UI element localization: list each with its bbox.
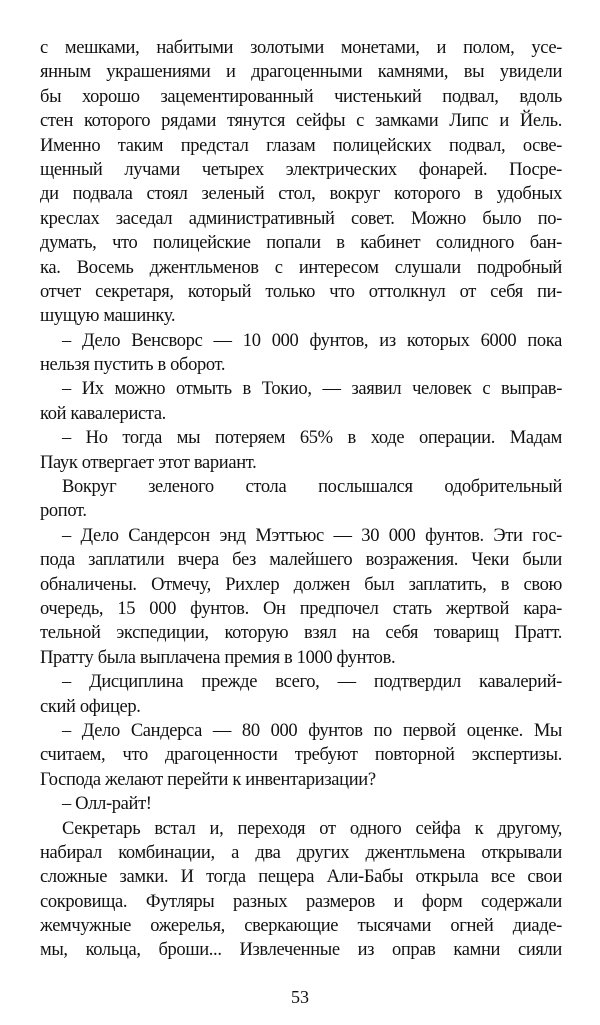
text-line: – Дело Сандерса — 80 000 фунтов по первой оценке. Мы (62, 720, 562, 741)
text-line: – Их можно отмыть в Токио, — заявил человек с выправ- (62, 379, 562, 400)
text-line: Именно таким предстал глазам полицейских подвал, осве- (40, 135, 562, 156)
text-line: нельзя пустить в оборот. (40, 355, 226, 376)
text-line: щенный лучами четырех электрических фонарей. Посре- (40, 159, 562, 180)
text-line: с мешками, набитыми золотыми монетами, и полом, усе- (40, 38, 562, 58)
text-line: кой кавалериста. (40, 403, 166, 424)
text-line: мы, кольца, броши... Извлеченные из оправ камни сияли (40, 940, 562, 961)
text-line: жемчужные ожерелья, сверкающие тысячами огней диаде- (40, 916, 562, 937)
text-line: тельной экспедиции, которую взял на себя товарищ Пратт. (40, 623, 562, 644)
text-line: Паук отвергает этот вариант. (40, 452, 257, 473)
page-number: 53 (291, 987, 309, 1007)
page-body-text (40, 36, 562, 963)
text-line: ка. Восемь джентльменов с интересом слушали подробный (40, 257, 562, 278)
text-line: – Дело Венсворс — 10 000 фунтов, из которых 6000 пока (62, 330, 562, 351)
text-line: очередь, 15 000 фунтов. Он предпочел стать жертвой кара- (40, 598, 562, 619)
text-line: – Дело Сандерсон энд Мэттьюс — 30 000 фунтов. Эти гос- (62, 525, 562, 546)
text-line: думать, что полицейские попали в кабинет солидного бан- (40, 233, 562, 254)
text-line: обналичены. Отмечу, Рихлер должен был заплатить, в свою (40, 574, 562, 595)
text-line: ский офицер. (40, 696, 141, 717)
text-line: Пратту была выплачена премия в 1000 фунтов. (40, 647, 396, 668)
text-line: – Олл-райт! (62, 794, 152, 815)
text-line: креслах заседал административный совет. Можно было по- (40, 208, 562, 229)
text-line: считаем, что драгоценности требуют повторной экспертизы. (40, 745, 562, 766)
text-line: – Дисциплина прежде всего, — подтвердил кавалерий- (62, 672, 562, 693)
text-line: сложные замки. И тогда пещера Али-Бабы открыла все свои (40, 867, 562, 888)
text-line: Вокруг зеленого стола послышался одобрительный (62, 477, 562, 498)
text-line: бы хорошо зацементированный чистенький подвал, вдоль (40, 86, 562, 107)
text-line: Господа желают перейти к инвентаризации? (40, 769, 376, 790)
text-line: Секретарь встал и, переходя от одного сейфа к другому, (62, 818, 562, 839)
text-line: – Но тогда мы потеряем 65% в ходе операции. Мадам (62, 428, 562, 449)
text-line: ропот. (40, 501, 87, 522)
text-line: отчет секретаря, который только что оттолкнул от себя пи- (40, 281, 562, 302)
text-line: набирал комбинации, а два других джентльмена открывали (40, 842, 562, 863)
text-line: пода заплатили вчера без малейшего возражения. Чеки были (40, 550, 562, 571)
text-line: сокровища. Футляры разных размеров и форм содержали (40, 891, 562, 912)
text-line: шущую машинку. (40, 306, 176, 327)
text-line: янным украшениями и драгоценными камнями, вы увидели (40, 62, 562, 83)
text-line: ди подвала стоял зеленый стол, вокруг которого в удобных (40, 184, 562, 205)
text-line: стен которого рядами тянутся сейфы с замками Липс и Йель. (40, 111, 562, 132)
